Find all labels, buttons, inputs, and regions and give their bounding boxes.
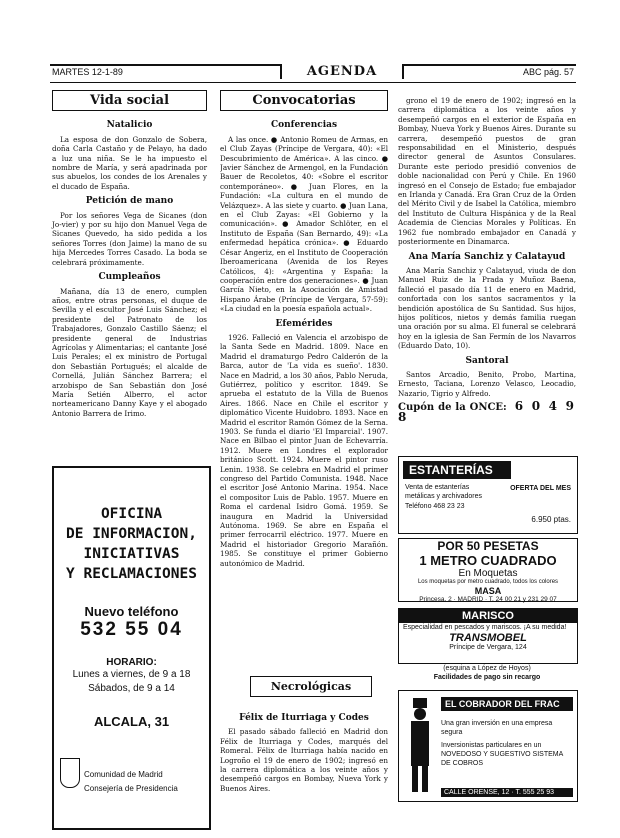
- ad-marisco: [398, 608, 578, 664]
- ad-hours-saturday: Sábados, de 9 a 14: [88, 683, 175, 694]
- estanterias-phone: Teléfono 468 23 23: [405, 503, 465, 510]
- once-coupon: [398, 399, 577, 424]
- efemerides-text: 1926. Falleció en Valencia el arzobispo de la Santa Sede en Madrid. 1809. Nace en Madrid el dramaturgo Pedro Calderón de la Barca, autor de 'La vida es sueño'. 1830. Nace en Madrid, a los 30 años, Pablo Neruda, Gutiérrez, político y escritor. 1849. Se aprueba el estatuto de la Villa de Buenos Aires. 1866. Nace en Chile el escritor y diplomático Vicente Huidobro. 1893. Nace en Madrid el escritor Ramón Gómez de la Serna. 1903. Se funda el diario 'El Imparcial'. 1907. Nace en Bilbao el pintor Juan de Echevarría. 1912. Muere en Londres el explorador británico Scott. 1924. Muere el pintor ruso Lenin. 1938. Se celebra en Madrid el primer congreso del Partido Comunista. 1948. Nace el escritor José Antonio Marina. 1954. Nace el compositor Luis de Pablo. 1957. Muere en Roma el cardenal Isidro Gomá. 1959. Se inaugura en Madrid la Universidad Autónoma. 1969. Se abre en España el primer ferrocarril eléctrico. 1977. Muere en Madrid el historiador Gregorio Marañón. 1985. Se constituye el primer Gobierno autonómico de Madrid.: [220, 332, 388, 568]
- transmobel-note: Facilidades de pago sin recargo: [433, 674, 541, 681]
- peticion-heading: Petición de mano: [85, 196, 174, 207]
- once-number: 6 0 4 9 8: [398, 399, 577, 424]
- ad-hours-weekday: Lunes a viernes, de 9 a 18: [72, 669, 191, 680]
- santoral-heading: Santoral: [465, 355, 509, 366]
- estanterias-sub: Venta de estanterías metálicas y archivadores: [405, 484, 483, 500]
- transmobel-address: Príncipe de Vergara, 124: [449, 644, 527, 651]
- necro-continued-text: grono el 19 de enero de 1902; ingresó en la carrera diplomática a los veinte años y desempeñó cargos en el exterior de España en Bombay, Nueva York y Buenos Aires. Durante su carrera, desempeñó puestos de gran responsabilidad en el Ministerio, después director general de Asuntos Consulares. Durante este periodo presidió convenios de doble nacionalidad con Perú y Chile. En 1960 ingresó en el Consejo de Estado; fue embajador en Irlanda y Canadá. Era Gran Cruz de la Orden del Mérito Civil y de Isabel la Católica, miembro del Instituto de Cultura Hispánica y de la Real Academia de Ciencias Morales y Políticas. En 1962 fue nombrado embajador en Canadá y posteriormente en Dinamarca.: [398, 96, 576, 247]
- ad-line: OFICINA: [100, 506, 163, 522]
- column-convocatorias: [220, 86, 388, 671]
- ad-line: DE INFORMACION,: [66, 526, 197, 542]
- ad-line: INICIATIVAS: [83, 546, 180, 562]
- ana-maria-heading: Ana María Sanchiz y Calatayud: [408, 251, 566, 262]
- estanterias-title: ESTANTERÍAS: [403, 461, 511, 479]
- ad-org: [84, 768, 178, 796]
- transmobel-address-2: (esquina a López de Hoyos): [443, 665, 531, 672]
- cobrador-bullet-1: Una gran inversión en una empresa segura: [441, 720, 553, 736]
- page-header: [50, 64, 576, 83]
- cumpleanos-heading: Cumpleaños: [98, 272, 161, 283]
- estanterias-offer: OFERTA DEL MES: [510, 485, 571, 492]
- ana-maria-text: Ana María Sanchiz y Calatayud, viuda de don Manuel Ruiz de la Prada y Muñoz Baena, falleció el pasado día 11 de enero en Madrid, confortada con los santos sacramentos y la bendición apostólica de Su Santidad. Sus hijos, hijos políticos, nietos y demás familia ruegan una oración por su alma. El funeral se celebrará hoy en la iglesia de San Fermín de los Navarros (Eduardo Dato, 10).: [398, 265, 576, 351]
- peticion-text: Por los señores Vega de Sicanes (don Jo-vier) y por su hijo don Manuel Vega de Sicanes Quevedo, ha sido pedida a los señores Torres (don Jaime) la mano de su hija Mercedes Torres Casado. La boda se celebrará próximamente.: [52, 210, 207, 267]
- ad-address: ALCALA, 31: [93, 714, 170, 729]
- necrologica-block: [220, 708, 388, 797]
- natalicio-heading: Natalicio: [106, 120, 153, 131]
- necro-text: El pasado sábado falleció en Madrid don Félix de Iturriaga y Codes, marqués del Romeral. Félix de Iturriaga había nacido en Logroño el 19 de enero de 1902; ingresó en la carrera diplomática a los veinte años y desempeñó cargos en Bombay, Nueva York y Buenos Aires.: [220, 727, 388, 793]
- marisco-sub: Especialidad en pescados y mariscos. ¡A su medida!: [403, 624, 567, 631]
- once-label: Cupón de la ONCE:: [398, 402, 507, 414]
- santoral-text: Santos Arcadio, Benito, Probo, Martina, Ernesto, Taciana, Lorenzo Velasco, Leocadio, Nazario, Tigrio y Alfredo.: [398, 369, 576, 398]
- metro-brand: MASA: [474, 586, 502, 596]
- metro-line3: En Moquetas: [458, 568, 518, 579]
- conferencias-text: A las once. ● Antonio Romeu de Armas, en el Club Zayas (Príncipe de Vergara, 40): «El Descubrimiento de América». A las cinco. ● Javier Sánchez de Armengol, en la Fundación Bauer de Recoletos, 40: «Sobre el escritor contemporáneo». ● Juan Flores, en la Fundación: «La cultura en el mundo de Velázquez». A las siete y cuarto. ● Juan Lana, en el Club Zayas: «El Gobierno y la comunicación». ● Amador Schlöter, en el Instituto de España (San Bernardo, 49): «La enfermedad hepática crónica». ● Eduardo César Angeriz, en el Instituto de Cooperación Iberoamericana (Avenida de los Reyes Católicos, 4): «Argentina y España: la cooperación entre dos generaciones». ● Juan García Nieto, en la Asociación de Amistad Hispano Árabe (Príncipe de Vergara, 57-59): «La ciudad en la poesía española actual».: [220, 134, 388, 314]
- natalicio-text: La esposa de don Gonzalo de Sobera, doña Carla Castaño y de Pelayo, ha dado a luz una niña. Se le ha impuesto el nombre de María, y será apadrinada por sus abuelos, los condes de los Arenales y el ducado de España.: [52, 134, 207, 191]
- section-title: AGENDA: [280, 64, 404, 79]
- necrologicas-title: Necrológicas: [250, 676, 372, 697]
- cumpleanos-text: Mañana, día 13 de enero, cumplen años, entre otras personas, el duque de Sevilla y el escultor José Luis Sánchez; el presidente del Patronato de los Trabajadores, Gonzalo Castillo Sáenz; el presidente general de Industrias Agrícolas y Alimentarias; el cantante José Luis Perales; el ex ministro de Portugal don Sebastián Portugués; el alcalde de Cornellá, Julián Sánchez Barrera; el arzobispo de San Sebastián don José María Setién Alberro, el actor norteamericano Danny Kaye y el abogado Antonio Barrera de Irimo.: [52, 286, 207, 418]
- estanterias-price: 6.950 ptas.: [531, 515, 571, 524]
- ad-cobrador-frac: [398, 690, 578, 802]
- header-date: MARTES 12-1-89: [52, 67, 123, 77]
- metro-line4: Los moquetas por metro cuadrado, todos los colores: [417, 579, 559, 585]
- metro-address: Princesa, 2 · MADRID · T. 24 00 21 y 231 29 07: [419, 596, 557, 603]
- vida-social-title: Vida social: [52, 90, 207, 111]
- ad-org-name: Comunidad de Madrid: [84, 770, 163, 779]
- coat-of-arms-icon: [60, 758, 80, 788]
- necro-heading: Félix de Iturriaga y Codes: [239, 713, 369, 723]
- metro-line1: POR 50 PESETAS: [437, 539, 539, 553]
- cobrador-title: EL COBRADOR DEL FRAC: [441, 697, 573, 711]
- column-vida-social: [52, 86, 207, 422]
- ad-line: Y RECLAMACIONES: [66, 566, 197, 582]
- ad-phone-label: Nuevo teléfono: [84, 604, 179, 619]
- transmobel-extra: [398, 664, 576, 682]
- cobrador-figure-icon: [403, 696, 437, 796]
- ad-org-dept: Consejería de Presidencia: [84, 784, 178, 793]
- ad-oficina-headline: [54, 504, 209, 584]
- page-number: ABC pág. 57: [522, 67, 574, 77]
- ad-moquetas: [398, 538, 578, 602]
- conferencias-heading: Conferencias: [270, 120, 338, 131]
- transmobel-brand: TRANSMOBEL: [449, 632, 527, 644]
- marisco-title: MARISCO: [399, 609, 577, 623]
- ad-oficina-informacion: [52, 466, 211, 830]
- ad-hours-label: HORARIO:: [106, 657, 157, 668]
- ad-estanterias: [398, 456, 578, 534]
- cobrador-address: CALLE ORENSE, 12 · T. 555 25 93: [441, 788, 573, 797]
- efemerides-heading: Efemérides: [275, 318, 333, 329]
- column-necrologicas-cont: [398, 96, 576, 423]
- metro-line2: 1 METRO CUADRADO: [419, 553, 557, 568]
- convocatorias-title: Convocatorias: [220, 90, 388, 111]
- cobrador-bullet-2: Inversionistas particulares en un NOVEDOSO Y SUGESTIVO SISTEMA DE COBROS: [441, 742, 563, 767]
- ad-phone-number: 532 55 04: [80, 619, 183, 640]
